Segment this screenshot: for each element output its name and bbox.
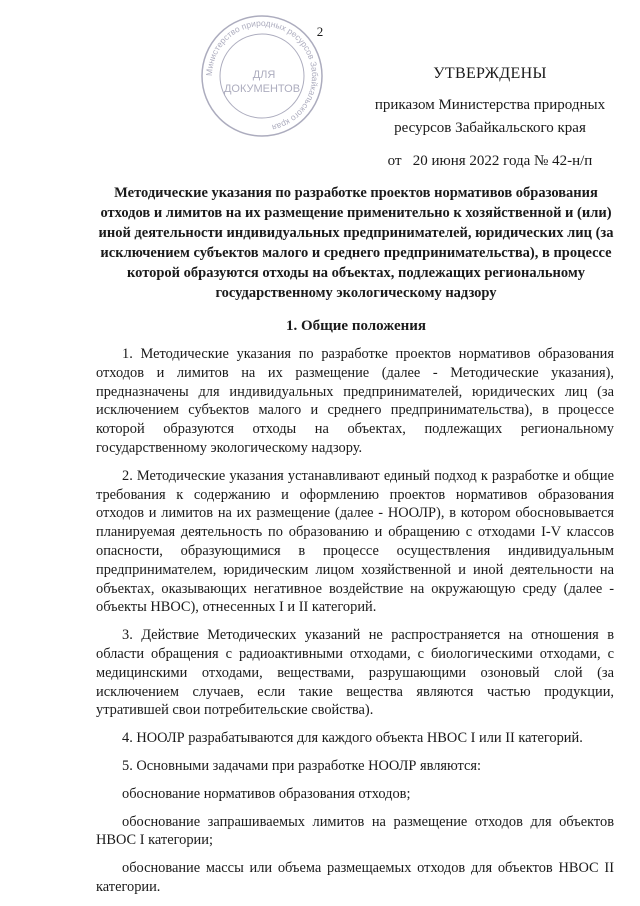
paragraph-5: 5. Основными задачами при разработке НООЛР являются: bbox=[122, 757, 482, 774]
paragraph-1: 1. Методические указания по разработке проектов нормативов образования отходов и лимитов на их размещение (далее - Методические указания), предназначены для индивидуальных предпринимателей, юридических лиц (за исключением субъектов малого и среднего предпринимательства), в процессе которой образуются отходы на объектах, подлежащих региональному государственному экологическому надзору. bbox=[96, 346, 614, 456]
section-title: 1. Общие положения bbox=[285, 318, 427, 334]
approval-order-date: от 20 июня 2022 года № 42-н/п bbox=[387, 153, 593, 169]
approval-order-line-2: ресурсов Забайкальского края bbox=[394, 120, 586, 136]
stamp-text-bottom: ДОКУМЕНТОВ bbox=[223, 83, 301, 95]
approval-block bbox=[360, 62, 620, 173]
page-number: 2 bbox=[316, 24, 324, 39]
document-title: Методические указания по разработке проектов нормативов образования отходов и лимитов на их размещение применительно к хозяйственной и (или) иной деятельности индивидуальных предпринимателей, юридических лиц (за исключением субъектов малого и среднего предпринимательства), в процессе которой образуются отходы на объектах, подлежащих региональному государственному экологическому надзору bbox=[98, 185, 614, 301]
paragraph-2: 2. Методические указания устанавливают единый подход к разработке и общие требования к содержанию и оформлению проектов нормативов образования отходов и лимитов на их размещение (далее - НООЛР), в котором обосновывается планируемая деятельность по образованию и обращению с отходами I-V классов опасности, образующимися в процессе осуществления индивидуальным предпринимателем, юридическим лицом хозяйственной и иной деятельности на объектах, оказывающих негативное воздействие на окружающую среду (далее - объекты НВОС), отнесенных I и II категорий. bbox=[96, 467, 614, 616]
paragraph-4: 4. НООЛР разрабатываются для каждого объекта НВОС I или II категорий. bbox=[122, 730, 583, 747]
paragraph-8: обоснование массы или объема размещаемых отходов для объектов НВОС II категории. bbox=[96, 860, 614, 895]
document-body bbox=[96, 345, 614, 906]
stamp-text-top: ДЛЯ bbox=[252, 69, 276, 81]
approval-title: УТВЕРЖДЕНЫ bbox=[433, 65, 547, 82]
stamp-ring-text: Министерство природных ресурсов Забайкальского края bbox=[203, 17, 321, 133]
official-stamp bbox=[198, 12, 326, 140]
approval-order-line-1: приказом Министерства природных bbox=[374, 97, 606, 113]
paragraph-7: обоснование запрашиваемых лимитов на размещение отходов для объектов НВОС I категории; bbox=[96, 813, 614, 849]
paragraph-6: обоснование нормативов образования отходов; bbox=[122, 785, 411, 802]
paragraph-3: 3. Действие Методических указаний не распространяется на отношения в области обращения с радиоактивными отходами, с биологическими отходами, с медицинскими отходами, веществами, разрушающими озоновый слой (за исключением случаев, если такие вещества являются частью продукции, утратившей свои потребительские свойства). bbox=[96, 627, 614, 719]
